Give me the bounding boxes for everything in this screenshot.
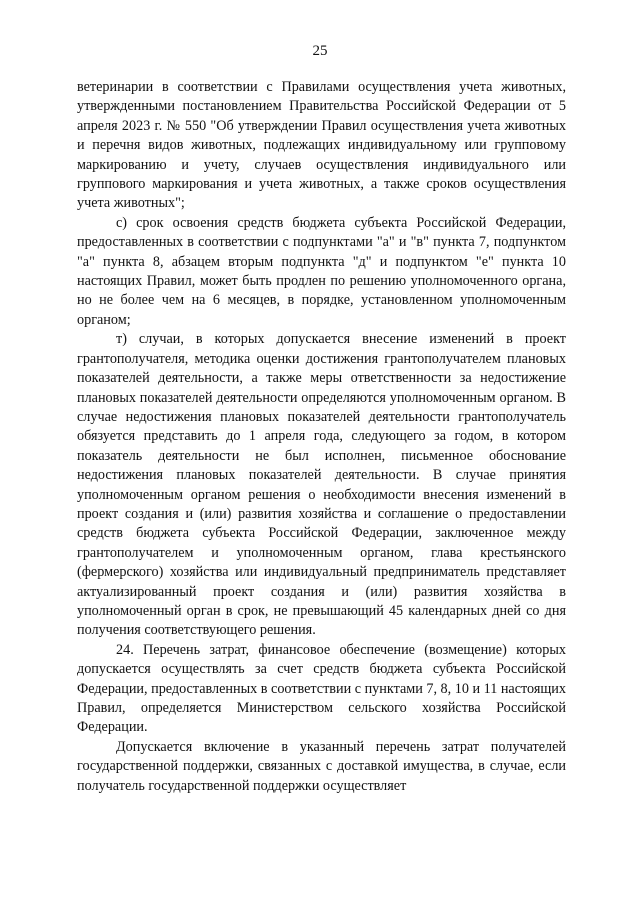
- paragraph-subitem-s: с) срок освоения средств бюджета субъекта Российской Федерации, предоставленных в соответствии с подпунктами "а" и "в" пункта 7, подпунктом "а" пункта 8, абзацем вторым подпункта "д" и подпунктом "е" пункта 10 настоящих Правил, может быть продлен по решению уполномоченного органа, но не более чем на 6 месяцев, в порядке, установленном уполномоченным органом;: [77, 214, 566, 328]
- paragraph-allowance: Допускается включение в указанный перечень затрат получателей государственной поддержки, связанных с доставкой имущества, в случае, если получатель государственной поддержки осуществляет: [77, 738, 566, 794]
- page-number: 25: [312, 43, 328, 59]
- paragraph-item-24: 24. Перечень затрат, финансовое обеспечение (возмещение) которых допускается осуществлять за счет средств бюджета субъекта Российской Федерации, предоставленных в соответствии с пунктами 7, 8, 10 и 11 настоящих Правил, определяется Министерством сельского хозяйства Российской Федерации.: [77, 641, 566, 736]
- paragraph-subitem-t: т) случаи, в которых допускается внесение изменений в проект грантополучателя, методика оценки достижения грантополучателем плановых показателей деятельности, а также меры ответственности за недостижение плановых показателей деятельности определяются уполномоченным органом. В случае недостижения плановых показателей деятельности грантополучатель обязуется представить до 1 апреля года, следующего за годом, в котором показатель деятельности не был исполнен, письменное обоснование недостижения плановых показателей деятельности. В случае принятия уполномоченным органом решения о необходимости внесения изменений в проект создания и (или) развития хозяйства и соглашение о предоставлении средств бюджета субъекта Российской Федерации, заключенное между грантополучателем и уполномоченным органом, глава крестьянского (фермерского) хозяйства или индивидуальный предприниматель представляет актуализированный проект создания и (или) развития хозяйства в уполномоченный орган в срок, не превышающий 45 календарных дней со дня получения соответствующего решения.: [77, 331, 566, 639]
- document-body: [77, 78, 566, 796]
- paragraph-continuation: ветеринарии в соответствии с Правилами осуществления учета животных, утвержденными постановлением Правительства Российской Федерации от 5 апреля 2023 г. № 550 "Об утверждении Правил осуществления учета животных и перечня видов животных, подлежащих индивидуальному или групповому маркированию и учету, случаев осуществления индивидуального или группового маркирования и учета животных, а также сроков осуществления учета животных";: [77, 79, 566, 212]
